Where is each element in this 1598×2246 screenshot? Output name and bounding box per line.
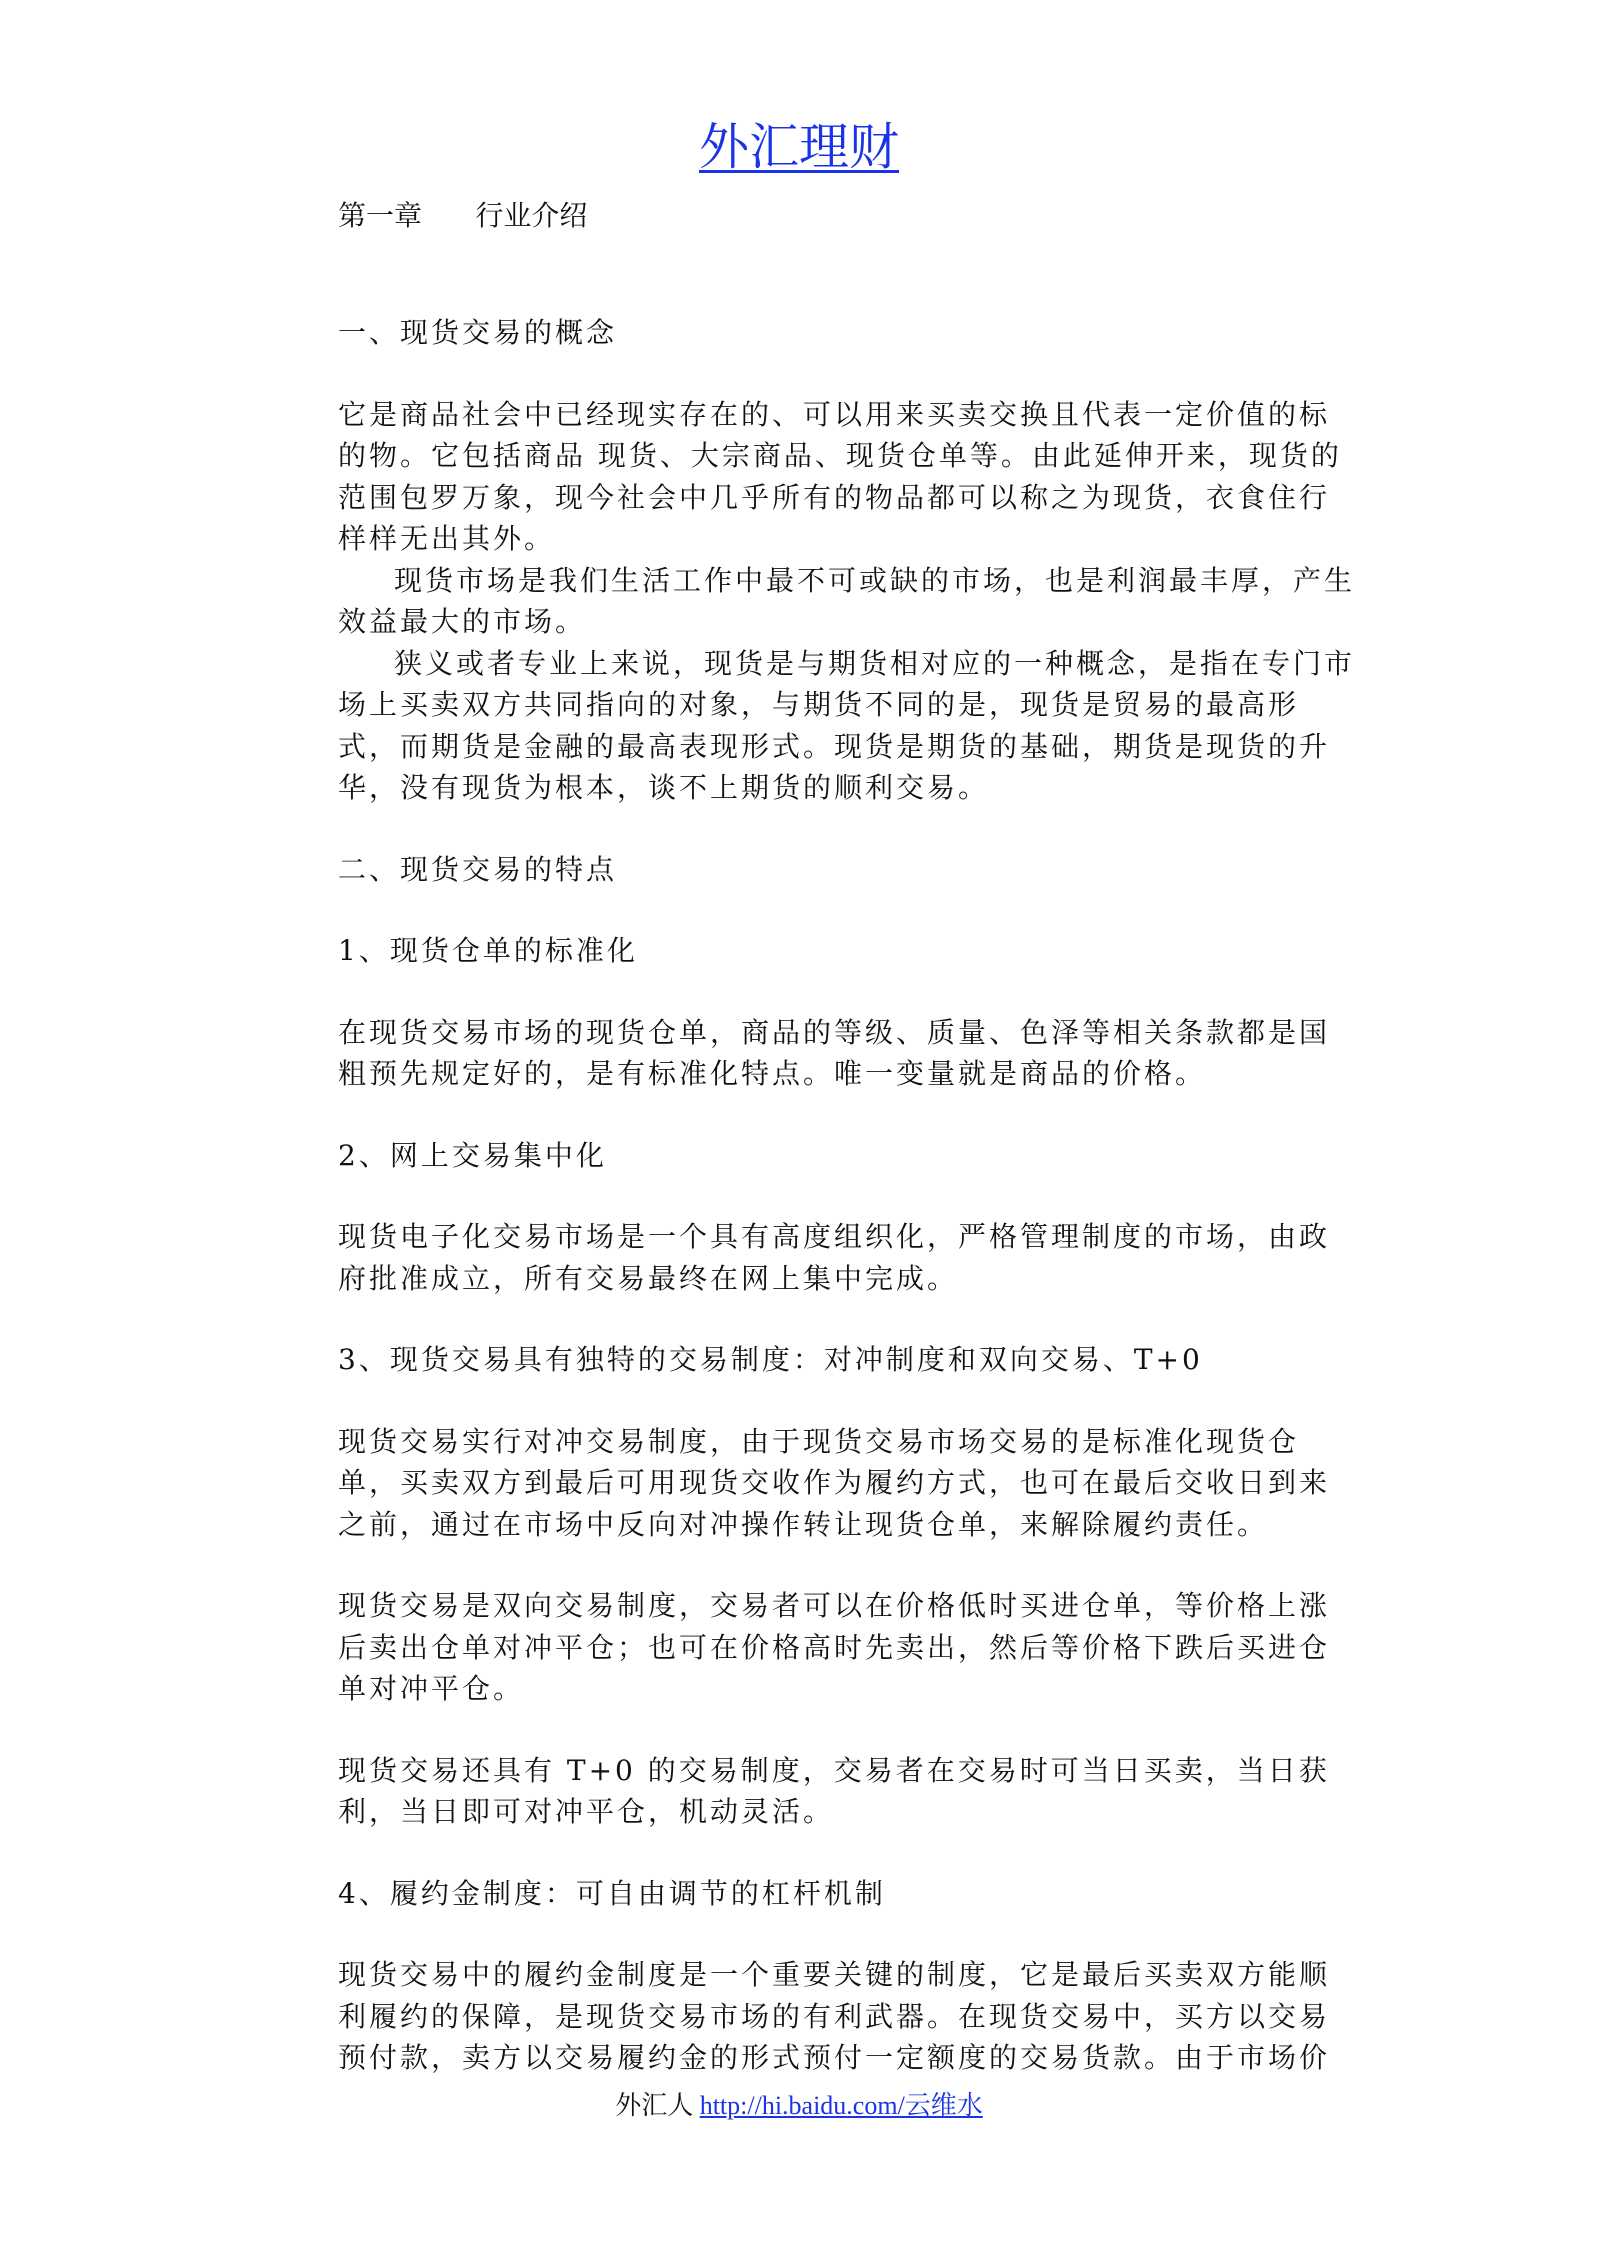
chapter-heading: 第一章 行业介绍	[338, 199, 588, 232]
subsection-heading: 4、履约金制度：可自由调节的杠杆机制	[338, 1876, 886, 1910]
paragraph: 在现货交易市场的现货仓单，商品的等级、质量、色泽等相关条款都是国粗预先规定好的，是有标准化特点。唯一变量就是商品的价格。	[338, 1015, 1331, 1090]
paragraph: 现货电子化交易市场是一个具有高度组织化，严格管理制度的市场，由政府批准成立，所有交易最终在网上集中完成。	[338, 1220, 1331, 1295]
section-heading: 二、现货交易的特点	[338, 852, 618, 886]
paragraph: 现货交易实行对冲交易制度，由于现货交易市场交易的是标准化现货仓单，买卖双方到最后可用现货交收作为履约方式，也可在最后交收日到来之前，通过在市场中反向对冲操作转让现货仓单，来解除履约责任。	[338, 1424, 1331, 1541]
paragraph: 狭义或者专业上来说，现货是与期货相对应的一种概念，是指在专门市场上买卖双方共同指向的对象，与期货不同的是，现货是贸易的最高形式，而期货是金融的最高表现形式。现货是期货的基础，期货是现货的升华，没有现货为根本，谈不上期货的顺利交易。	[338, 646, 1356, 804]
subsection-heading: 1、现货仓单的标准化	[338, 934, 638, 967]
subsection-heading: 2、网上交易集中化	[338, 1138, 607, 1172]
subsection-heading: 3、现货交易具有独特的交易制度：对冲制度和双向交易、T+0	[338, 1343, 1203, 1376]
page-footer	[0, 2088, 1598, 2124]
paragraph: 现货交易还具有 T+0 的交易制度，交易者在交易时可当日买卖，当日获利，当日即可对冲平仓，机动灵活。	[338, 1753, 1330, 1828]
paragraph: 现货交易中的履约金制度是一个重要关键的制度，它是最后买卖双方能顺利履约的保障，是现货交易市场的有利武器。在现货交易中，买方以交易预付款，卖方以交易履约金的形式预付一定额度的交易货款。由于市场价	[338, 1958, 1331, 2074]
document-body	[338, 312, 1358, 2079]
document-title-link[interactable]: 外汇理财	[699, 118, 899, 176]
paragraph: 它是商品社会中已经现实存在的、可以用来买卖交换且代表一定价值的标的物。它包括商品 现货、大宗商品、现货仓单等。由此延伸开来，现货的范围包罗万象，现今社会中几乎所有的物品都可以称之为现货，衣食住行样样无出其外。	[338, 397, 1342, 555]
section-heading: 一、现货交易的概念	[338, 316, 618, 349]
footer-prefix: 外汇人	[615, 2091, 700, 2120]
paragraph: 现货交易是双向交易制度，交易者可以在价格低时买进仓单，等价格上涨后卖出仓单对冲平仓；也可在价格高时先卖出，然后等价格下跌后买进仓单对冲平仓。	[338, 1589, 1331, 1705]
paragraph: 现货市场是我们生活工作中最不可或缺的市场，也是利润最丰厚，产生效益最大的市场。	[338, 563, 1356, 638]
footer-link[interactable]: http://hi.baidu.com/云维水	[699, 2091, 983, 2120]
